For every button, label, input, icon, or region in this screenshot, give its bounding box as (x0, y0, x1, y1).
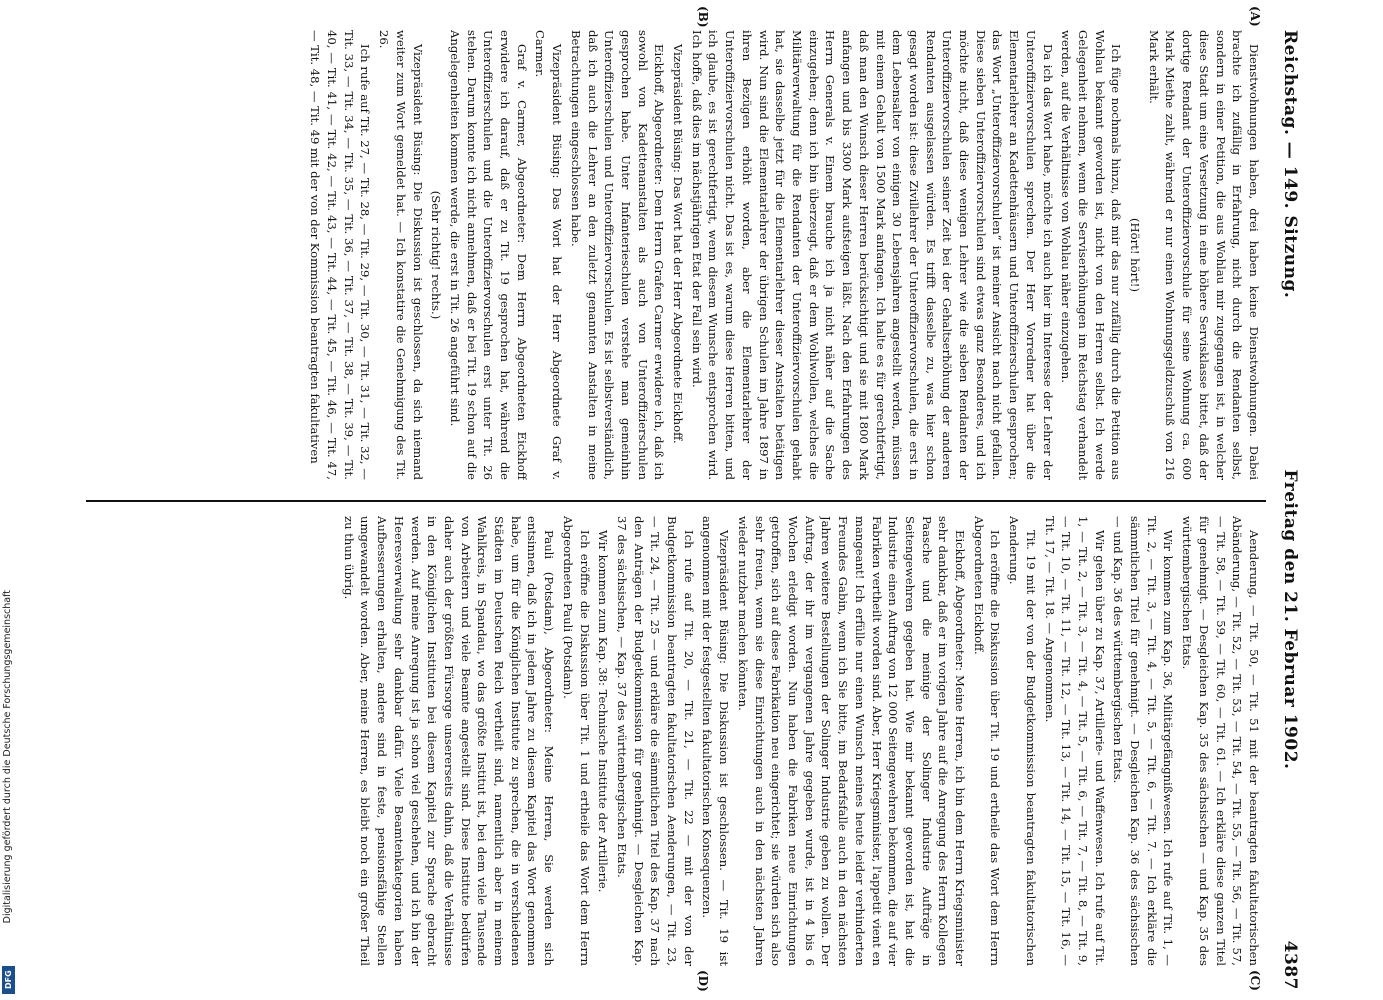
right-text-column (87, 516, 1262, 966)
paragraph: Ich rufe auf Tit. 20, — Tit. 21, — Tit. 22 — mit der von der Budgetkommission beantragten fakultatorischen Aenderungen, — Tit. 23, — Tit. 24, — Tit. 25 — und erkläre die sämmtlichen Titel des Kap. 37 nach den Anträgen der Budgetkommission für genehmigt. — Desgleichen Kap. 37 des sächsischen, — Kap. 37 des württembergischen Etats. (614, 516, 696, 966)
margin-marker-d: (D) (696, 970, 710, 992)
page-header (1270, 30, 1310, 990)
paragraph: Eickhoff, Abgeordneter: Meine Herren, ich bin dem Herrn Kriegsminister sehr dankbar, daß er im vorigen Jahre auf die Anregung des Herrn Kollegen Paasche und die meinige der Solinger Industrie Aufträge in Seitengewehren gegeben hat. Wie mir bekannt geworden ist, hat die Industrie einen Auftrag von 12 000 Seitengewehren bekommen, die auf vier Fabriken vertheilt worden sind. Aber, Herr Kriegsminister, l'appetit vient en mangeant! Ich erfülle nur einen Wunsch meines heute leider verhinderten Freundes Gabin, wenn ich Sie bitte, im Bedarfsfalle auch in den nächsten Jahren weitere Bestellungen der Solinger Industrie geben zu wollen. Der Auftrag, der ihr im vergangenen Jahre gegeben wurde, ist in 4 bis 6 Wochen erledigt worden. Nun haben die Fabriken neue Einrichtungen getroffen, sich auf diese Fabrikation neu eingerichtet; sie würden sich also sehr freuen, wenn sie diese Einrichtungen auch in den nächsten Jahren wieder nutzbar machen könnten. (735, 516, 968, 966)
margin-marker-a: (A) (1248, 6, 1262, 27)
paragraph: Vizepräsident Büsing: Die Diskussion ist geschlossen. — Tit. 19 ist angenommen mit der festgestellten fakultatorischen Konsequenzen. (700, 516, 732, 966)
paragraph: Vizepräsident Büsing: Das Wort hat der Herr Abgeordnete Eickhoff. (671, 44, 686, 444)
paragraph: Da ich das Wort habe, möchte ich auch hier im Interesse der Lehrer der Unteroffiziervorschulen sprechen. Der Herr Vorredner hat über die Elementarlehrer an Kadettenhäusern und Unteroffizierschulen gesprochen; das Wort „Unteroffiziervorschulen“ ist meiner Ansicht nach nicht gefallen. Diese sieben Unteroffiziervorschulen sind etwas ganz Besonderes, und ich möchte nicht, daß diese wenigen Lehrer wie die sieben Rendanten der Unteroffiziervorschulen seiner Zeit bei der Gehaltserhöhung der anderen Rendanten ausgelassen würden. Es trifft dasselbe zu, was hier schon gesagt worden ist: diese Zivillehrer der Unteroffiziervorschulen, die erst in dem Lebensalter von einigen 30 Lebensjahren angestellt werden, müssen mit einem Gehalt von 1500 Mark anfangen. Ich halte es für gerechtfertigt, daß man den Wunsch dieser Herren berücksichtigt und sie mit 1800 Mark anfangen und bis 3300 Mark aufsteigen läßt. Nach den Erfahrungen des Herrn Generals v. Einem brauche ich ja nicht näher auf die Sache einzugehen; denn ich bin überzeugt, daß er dem Wohlwollen, welches die Militärverwaltung für die Rendanten der Unteroffiziervorschulen gehabt hat, sie dasselbe jetzt für die Elementarlehrer dieser Anstalten betätigen wird. Nun sind die Elementarlehrer der übrigen Schulen im Jahre 1897 in ihren Bezügen erhöht worden, aber die Elementarlehrer der Unteroffiziervorschulen nicht. Das ist es, warum diese Herren bitten, und ich glaube, es ist gerechtfertigt, wenn diesem Wunsche entsprochen wird. Ich hoffe, daß dies im nächstjährigen Etat der Fall sein wird. (689, 30, 1055, 480)
newspaper-page (80, 6, 1310, 992)
digitization-credit: Digitalisierung gefördert durch die Deutsche Forschungsgemeinschaft (2, 590, 13, 924)
paragraph: Ich füge nochmals hinzu, daß mir das nur zufällig durch die Petition aus Wohlau bekannt geworden ist, nicht von den Herren selbst. Ich werde Gelegenheit nehmen, wenn die Serviserhöhungen im Reichstag verhandelt werden, auf die Verhältnisse von Wohlau näher einzugehen. (1059, 30, 1124, 480)
interjection: (Hört! hört!) (1128, 218, 1143, 292)
header-date: Freitag den 21. Februar 1902. (1280, 469, 1300, 770)
paragraph: Aenderung, — Tit. 50, — Tit. 51 mit der beantragten fakultatorischen Abänderung, — Tit. 52, — Tit. 53, — Tit. 54, — Tit. 55, — Tit. 56, — Tit. 57, — Tit. 58, — Tit. 59, — Tit. 60, — Tit. 61. — Ich erkläre diese ganzen Titel für genehmigt. — Desgleichen Kap. 35 des sächsischen — und Kap. 35 des württembergischen Etats. (1180, 516, 1261, 966)
left-text-column (87, 30, 1262, 480)
column-divider (86, 500, 1266, 502)
paragraph: Ich eröffne die Diskussion über Tit. 19 und ertheile das Wort dem Herrn Abgeordneten Eickhoff. (971, 516, 1003, 966)
page-number: 4387 (1280, 940, 1300, 990)
dfg-logo: DFG (2, 966, 15, 994)
paragraph: Wir kommen zum Kap. 38: Technische Institute der Artillerie. (596, 530, 611, 893)
paragraph: Wir gehen über zu Kap. 37, Artillerie- und Waffenwesen. Ich rufe auf Tit. 1, — Tit. 2, — Tit. 3, — Tit. 4, — Tit. 5, — Tit. 6, — Tit. 7, — Tit. 8, — Tit. 9, — Tit. 10, — Tit. 11, — Tit. 12, — Tit. 13, — Tit. 14, — Tit. 15, — Tit. 16, — Tit. 17, — Tit. 18. — Angenommen. (1042, 516, 1107, 966)
paragraph: Pauli (Potsdam), Abgeordneter: Meine Herren, Sie werden sich entsinnen, daß ich in jedem Jahre zu diesem Kapitel das Wort genommen habe, um für die Königlichen Institute zu sprechen, die in verschiedenen Städten im Deutschen Reich vertheilt sind, namentlich aber in meinem Wahlkreis, in Spandau, wo das größte Institut ist, bei dem viele Tausende von Arbeitern und viele Beamte angestellt sind. Diese Institute bedürfen daher auch der größten Fürsorge unsererseits dahin, daß die Verhältnisse in den Königlichen Instituten bei diesem Kapitel zur Sprache gebracht werden. Auf meine Anregung ist ja schon viel geschehen, und ich bin der Heeresverwaltung sehr dankbar dafür. Viele Beamtenkategorien haben Aufbesserungen erhalten, andere sind in feste, pensionsfähige Stellen umgewandelt worden. Aber, meine Herren, es bleibt noch ein großer Theil zu thun übrig. (341, 516, 557, 966)
paragraph: Vizepräsident Büsing: Die Diskussion ist geschlossen, da sich niemand weiter zum Wort gemeldet hat. — Ich konstatire die Genehmigung des Tit. 26. (377, 30, 425, 480)
margin-marker-c: (C) (1248, 970, 1262, 991)
paragraph: Tit. 19 mit der von der Budgetkommission beantragten fakultatorischen Aenderung. (1007, 516, 1038, 966)
paragraph: Dienstwohnungen haben, drei haben keine Dienstwohnungen. Dabei brachte ich zufällig in Erfahrung, nicht durch die Rendanten selbst, sondern in einer Petition, die aus Wohlau mir zugegangen ist, in welcher diese Stadt um eine Versetzung in eine höhere Servisklasse bittet, daß der dortige Rendant der Unteroffiziervorschule für seine Wohnung ca. 600 Mark Miethe zahlt, während er nur einen Wohnungsgeldzuschuß von 216 Mark erhält. (1146, 30, 1261, 480)
header-session: Reichstag. — 149. Sitzung. (1280, 30, 1300, 299)
paragraph: Eickhoff, Abgeordneter: Dem Herrn Grafen Carmer erwidere ich, daß ich sowohl von Kadettenanstalten als auch von Unteroffizierschulen gesprochen habe. Unter Infanterieschulen verstehe man gemeinhin Unteroffizierschulen und Unteroffiziervorschulen. Es ist selbstverständlich, daß ich auch die Lehrer an den zuletzt genannten Anstalten in meine Betrachtungen eingeschlossen habe. (568, 30, 667, 480)
interjection: (Sehr richtig! rechts.) (429, 190, 444, 320)
paragraph: Wir kommen zum Kap. 36, Militärgefängnißwesen. Ich rufe auf Tit. 1, — Tit. 2, — Tit. 3, — Tit. 4, — Tit. 5, — Tit. 6, — Tit. 7. — Ich erkläre die sämmtlichen Titel für genehmigt. — Desgleichen Kap. 36 des sächsischen — und Kap. 36 des württembergischen Etats. (1111, 516, 1176, 966)
paragraph: Graf v. Carmer, Abgeordneter: Dem Herrn Abgeordneten Eickhoff erwidere ich darauf, daß er zu Tit. 19 gesprochen hat, während die Unteroffizierschulen und die Unteroffiziervorschulen erst unter Tit. 26 stehen. Darum konnte ich nicht annehmen, daß er bei Tit. 19 schon auf die Angelegenheiten kommen werde, die erst in Tit. 26 angeführt sind. (447, 30, 529, 480)
paragraph: Ich eröffne die Diskussion über Tit. 1 und ertheile das Wort dem Herrn Abgeordneten Pauli (Potsdam). (560, 516, 592, 966)
margin-marker-b: (B) (696, 6, 710, 28)
paragraph: Vizepräsident Büsing: Das Wort hat der Herr Abgeordnete Graf v. Carmer. (533, 30, 565, 480)
paragraph: Ich rufe auf Tit. 27, — Tit. 28, — Tit. 29, — Tit. 30, — Tit. 31, — Tit. 32, — Tit. 33, — Tit. 34, — Tit. 35, — Tit. 36, — Tit. 37, — Tit. 38, — Tit. 39, — Tit. 40, — Tit. 41, — Tit. 42, — Tit. 43, — Tit. 44, — Tit. 45, — Tit. 46, — Tit. 47, — Tit. 48, — Tit. 49 mit der von der Kommission beantragten fakultativen (308, 30, 373, 480)
